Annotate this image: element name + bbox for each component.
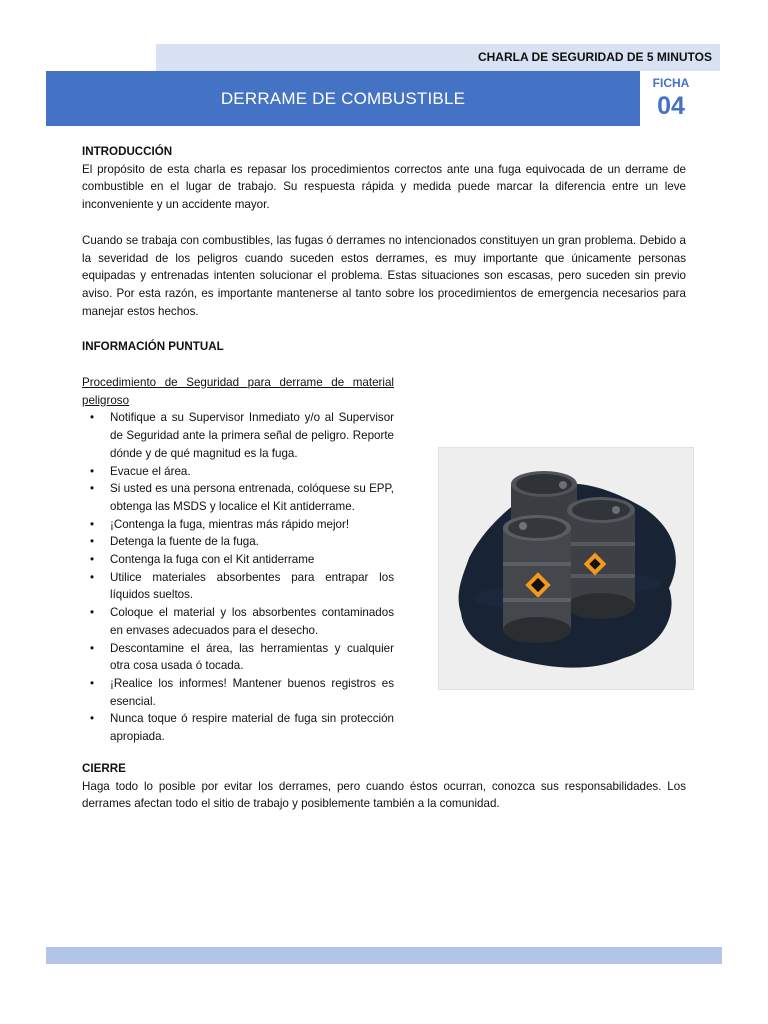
header-band — [156, 44, 720, 71]
procedure-steps — [82, 409, 394, 745]
list-item: • Utilice materiales absorbentes para entrapar los líquidos sueltos. — [110, 569, 394, 604]
barrel-right — [567, 497, 635, 619]
info-heading: INFORMACIÓN PUNTUAL — [82, 340, 224, 354]
page-title: DERRAME DE COMBUSTIBLE — [220, 88, 466, 108]
title-banner — [46, 71, 640, 126]
intro-paragraph-2: Cuando se trabaja con combustibles, las fugas ó derrames no intencionados constituyen un gran problema. Debido a la severidad de los peligros cuando suceden estos derrames, es muy importante que únicamente personas equipadas y entrenadas intenten solucionar el problema. Estas situaciones son escasas, pero suceden sin previo aviso. Por esta razón, es importante mantenerse al tanto sobre los procedimientos de emergencia necesarios para manejar estos hechos. — [82, 233, 686, 318]
list-item: • Notifique a su Supervisor Inmediato y/o al Supervisor de Seguridad ante la primera señal de peligro. Reporte dónde y de qué magnitud es la fuga. — [110, 409, 394, 462]
ficha-number: 04 — [657, 92, 685, 120]
procedure-title: Procedimiento de Seguridad para derrame de material peligroso — [82, 376, 394, 407]
list-item: • Si usted es una persona entrenada, colóquese su EPP, obtenga las MSDS y localice el Kit antiderrame. — [110, 480, 394, 515]
list-item: • ¡Contenga la fuga, mientras más rápido mejor! — [110, 516, 394, 534]
list-item: • Detenga la fuente de la fuga. — [110, 533, 394, 551]
list-item: • Contenga la fuga con el Kit antiderrame — [110, 551, 394, 569]
footer-band — [46, 947, 722, 964]
intro-heading: INTRODUCCIÓN — [82, 145, 173, 158]
intro-paragraph-1: El propósito de esta charla es repasar los procedimientos correctos ante una fuga equivocada de un derrame de combustible en el lugar de trabajo. Su respuesta rápida y medida puede marcar la diferencia entre un leve inconveniente y un accidente mayor. — [82, 162, 686, 212]
list-item: • ¡Realice los informes! Mantener buenos registros es esencial. — [110, 675, 394, 710]
list-item: • Nunca toque ó respire material de fuga sin protección apropiada. — [110, 710, 394, 745]
barrel-front — [503, 515, 571, 643]
list-item: • Evacue el área. — [110, 463, 394, 481]
charla-label: CHARLA DE SEGURIDAD DE 5 MINUTOS — [477, 50, 712, 64]
cierre-heading: CIERRE — [82, 761, 126, 775]
cierre-paragraph: Haga todo lo posible por evitar los derrames, pero cuando éstos ocurran, conozca sus responsabilidades. Los derrames afectan todo el sitio de trabajo y posiblemente también a la comunidad. — [82, 779, 686, 811]
fuel-barrels-spill-illustration — [438, 447, 694, 690]
list-item: • Coloque el material y los absorbentes contaminados en envases adecuados para el desecho. — [110, 604, 394, 639]
list-item: • Descontamine el área, las herramientas y cualquier otra cosa usada ó tocada. — [110, 640, 394, 675]
barrels-icon — [439, 448, 693, 689]
ficha-label: FICHA — [652, 76, 690, 90]
